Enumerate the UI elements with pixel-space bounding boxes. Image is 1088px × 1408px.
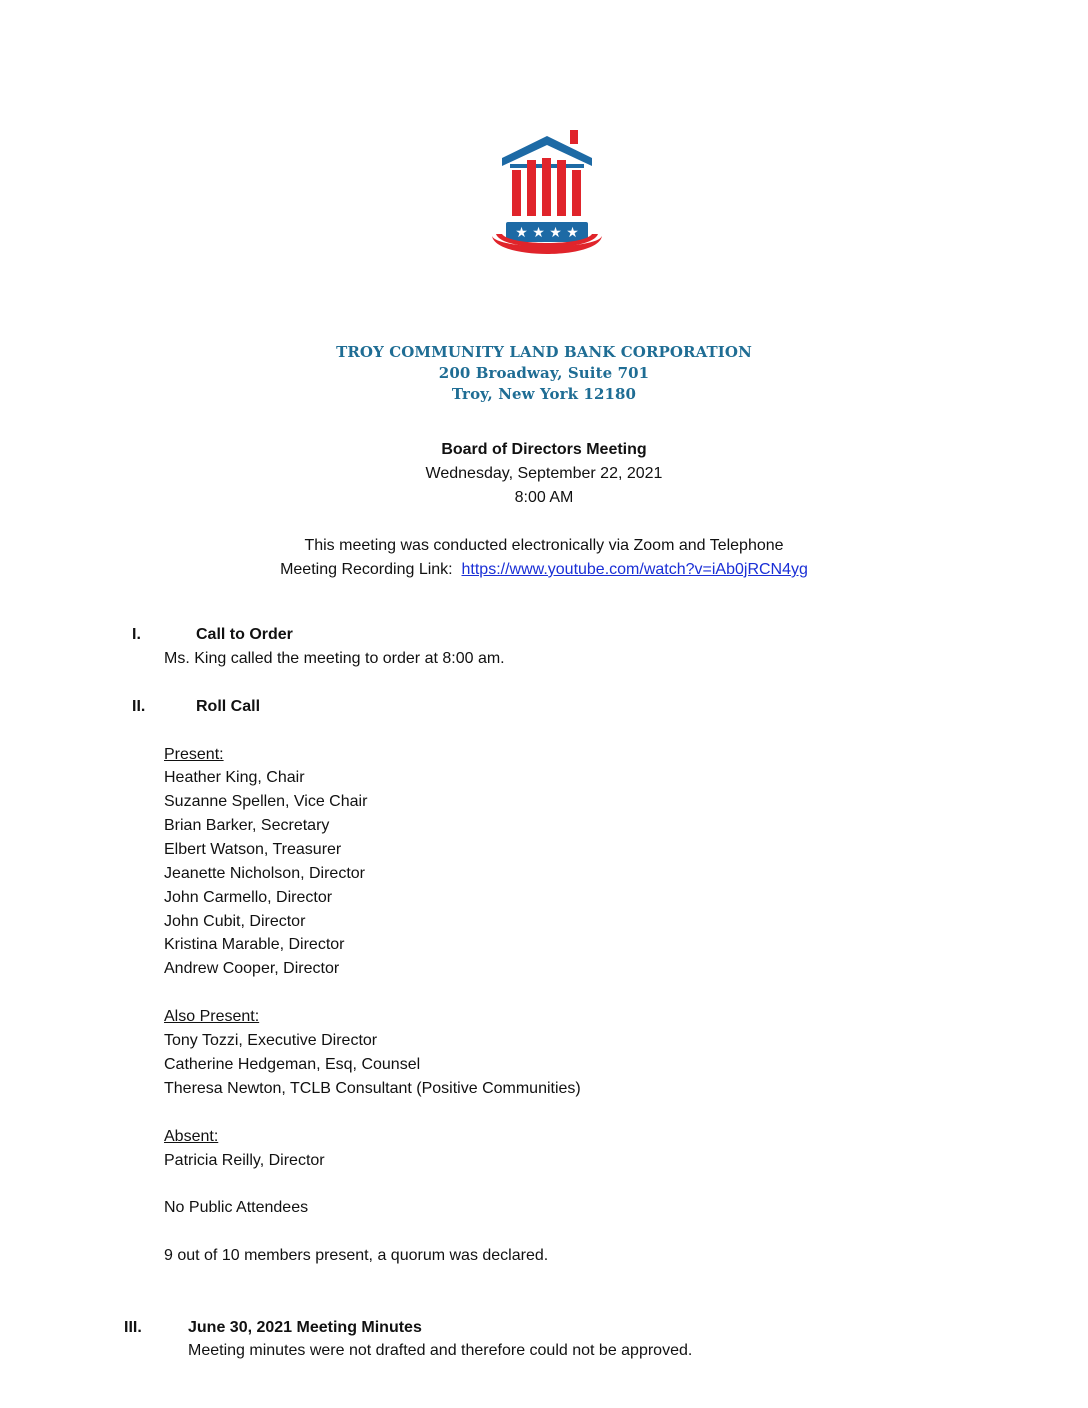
- present-member: Jeanette Nicholson, Director: [164, 865, 365, 882]
- present-member: Elbert Watson, Treasurer: [164, 841, 342, 858]
- org-address-line2: Troy, New York 12180: [451, 385, 637, 403]
- absent-label: Absent:: [164, 1128, 219, 1145]
- present-member: Andrew Cooper, Director: [164, 960, 340, 977]
- land-bank-pillar-logo-icon: [488, 128, 606, 268]
- present-member: John Carmello, Director: [164, 889, 333, 906]
- present-label: Present:: [164, 746, 224, 763]
- org-address-line1: 200 Broadway, Suite 701: [438, 364, 650, 382]
- also-present-label: Also Present:: [164, 1008, 260, 1025]
- also-present-member: Catherine Hedgeman, Esq, Counsel: [164, 1056, 421, 1073]
- also-present-member: Tony Tozzi, Executive Director: [164, 1032, 378, 1049]
- section-1-body: Ms. King called the meeting to order at 8:00 am.: [164, 650, 505, 667]
- meeting-date: Wednesday, September 22, 2021: [425, 465, 663, 482]
- also-present-member: Theresa Newton, TCLB Consultant (Positive Communities): [164, 1080, 581, 1097]
- present-member: Suzanne Spellen, Vice Chair: [164, 793, 368, 810]
- public-attendees-note: No Public Attendees: [164, 1199, 309, 1216]
- recording-link-label: Meeting Recording Link:: [280, 561, 453, 578]
- present-member: Brian Barker, Secretary: [164, 817, 330, 834]
- svg-text:★ ★ ★ ★: ★ ★ ★ ★: [515, 225, 579, 241]
- recording-link-line: [0, 561, 1088, 579]
- quorum-note: 9 out of 10 members present, a quorum was declared.: [164, 1247, 549, 1264]
- section-2-numeral: II.: [132, 698, 146, 715]
- present-member: John Cubit, Director: [164, 913, 306, 930]
- section-2-title: Roll Call: [196, 698, 261, 715]
- section-3-title: June 30, 2021 Meeting Minutes: [188, 1319, 422, 1336]
- meeting-title: Board of Directors Meeting: [441, 441, 647, 458]
- meeting-time: 8:00 AM: [514, 489, 574, 506]
- present-member: Kristina Marable, Director: [164, 936, 345, 953]
- section-1-title: Call to Order: [196, 626, 293, 643]
- org-name: TROY COMMUNITY LAND BANK CORPORATION: [336, 343, 752, 361]
- section-1-numeral: I.: [132, 626, 141, 643]
- section-3-numeral: III.: [124, 1319, 142, 1336]
- present-member: Heather King, Chair: [164, 769, 305, 786]
- absent-member: Patricia Reilly, Director: [164, 1152, 325, 1169]
- recording-link[interactable]: https://www.youtube.com/watch?v=iAb0jRCN4yg: [461, 561, 808, 578]
- meeting-conducted-note: This meeting was conducted electronically via Zoom and Telephone: [304, 537, 784, 554]
- section-3-body: Meeting minutes were not drafted and therefore could not be approved.: [188, 1342, 693, 1359]
